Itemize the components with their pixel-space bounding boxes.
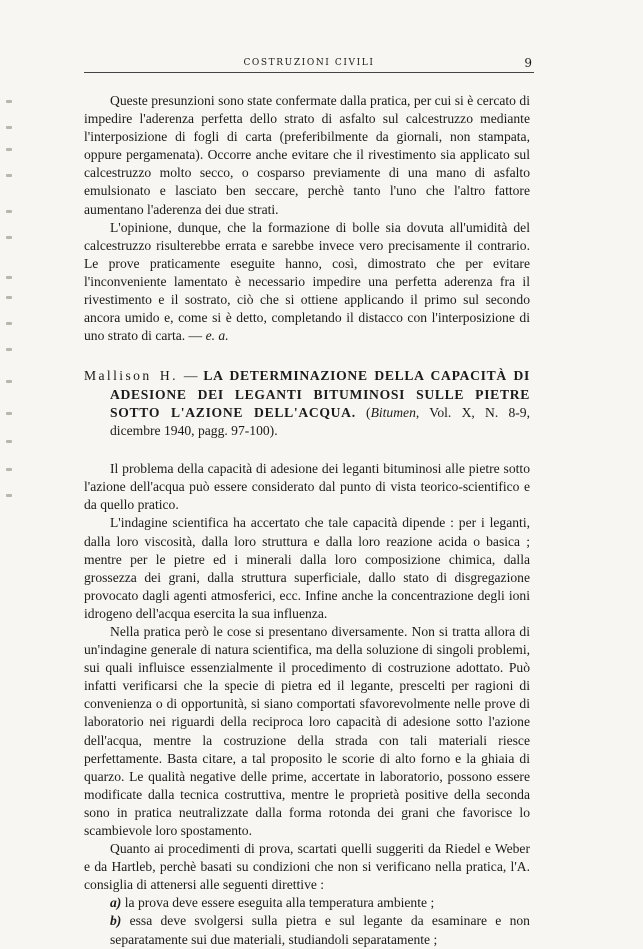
list-letter: a) [110, 895, 122, 911]
paragraph: Quanto ai procedimenti di prova, scartati quelli suggeriti da Riedel e Weber e da Hartleb, perchè basati su condizioni che non si verificano nella pratica, l'A. consiglia di attenersi alle seguenti direttive : [84, 841, 530, 893]
list-item [84, 912, 530, 948]
list-item [84, 894, 530, 912]
paragraph [84, 219, 530, 346]
margin-bleed-marks [0, 90, 22, 510]
page-number: 9 [524, 56, 532, 70]
paragraph: L'indagine scientifica ha accertato che tale capacità dipende : per i leganti, dalla loro viscosità, dalla loro struttura e dalla loro reazione acida o basica ; mentre per le pietre ed i minerali dalla loro composizione chimica, dalla grossezza dei grani, dalla struttura superficiale, dallo stato di disgregazione provocato dagli agenti atmosferici, ecc. Infine anche la concentrazione degli ioni idrogeno dell'acqua esercita la sua influenza. [84, 515, 530, 621]
running-header [84, 56, 534, 73]
review-author: Mallison H. [84, 368, 178, 384]
paragraph: Queste presunzioni sono state confermate dalla pratica, per cui si è cercato di impedire l'aderenza perfetta dello strato di asfalto sul calcestruzzo mediante l'interposizione di fogli di carta (preferibilmente da giornali, non stampata, oppure pergamenata). Occorre anche evitare che il rivestimento sia applicato sul calcestruzzo molto secco, o cosparso previamente di una mano di asfalto emulsionato e lasciato ben seccare, perchè tanto l'uno che l'altro fattore aumentano l'aderenza dei due strati. [84, 93, 530, 217]
paragraph: Il problema della capacità di adesione dei leganti bituminosi alle pietre sotto l'azione dell'acqua può essere considerato dal punto di vista teorico-scientifico e da quello pratico. [84, 461, 530, 513]
review-dash: — [177, 368, 204, 384]
review-title: LA DETERMINAZIONE DELLA CAPACITÀ DI ADESIONE DEI LEGANTI BITUMINOSI SULLE PIETRE SOTTO L'AZIONE DELL'ACQUA. [110, 368, 531, 420]
list-text: la prova deve essere eseguita alla temperatura ambiente ; [124, 895, 435, 911]
list-letter: b) [110, 913, 122, 929]
signature: e. a. [205, 328, 229, 344]
review-citation: , Vol. X, N. 8-9, dicembre 1940, pagg. 97-100). [110, 404, 530, 438]
paragraph-text: L'opinione, dunque, che la formazione di bolle sia dovuta all'umidità del calcestruzzo risulterebbe errata e sarebbe invece vero precisamente il contrario. Le prove praticamente eseguite hanno, così, dimostrato che per evitare l'inconveniente lamentato è necessario impedire una perfetta aderenza fra il rivestimento e il sostrato, ciò che si ottiene applicando il primo sul secondo ancora umido e, come si è detto, completando il distacco con l'interposizione di uno strato di carta. — [84, 219, 530, 344]
list-text: essa deve svolgersi sulla pietra e sul legante da esaminare e non separatamente sui due materiali, studiandoli separatamente ; [110, 913, 530, 947]
review-journal: Bitumen [370, 404, 416, 420]
running-title: COSTRUZIONI CIVILI [243, 58, 375, 68]
paragraph: Nella pratica però le cose si presentano diversamente. Non si tratta allora di un'indagine generale di natura scientifica, ma della soluzione di singoli problemi, sui quali influisce essenzialmente il procedimento di costruzione adottato. Può infatti verificarsi che la specie di pietra ed il legante, prescelti per ragioni di convenienza o di opportunità, si siano comportati sfavorevolmente nelle prove di laboratorio nei riguardi della reciproca loro capacità di adesione sotto l'azione dell'acqua, mentre la costruzione della strada con tali materiali riesce perfettamente. Basta citare, a tal proposito le scorie di alto forno e la ghiaia di quarzo. Le qualità negative delle prime, accertate in laboratorio, possono essere modificate dalla tecnica costruttiva, mentre le proprietà positive della seconda sono in pratica neutralizzate dalla forma rotonda dei grani che favorisce lo scambievole loro spostamento. [84, 623, 530, 838]
review-heading: Mallison H. — LA DETERMINAZIONE DELLA CAPACITÀ DI ADESIONE DEI LEGANTI BITUMINOSI SULLE PIETRE SOTTO L'AZIONE DELL'ACQUA. (Bitumen, Vol. X, N. 8-9, dicembre 1940, pagg. 97-100). [84, 368, 531, 438]
body-text [84, 92, 530, 949]
